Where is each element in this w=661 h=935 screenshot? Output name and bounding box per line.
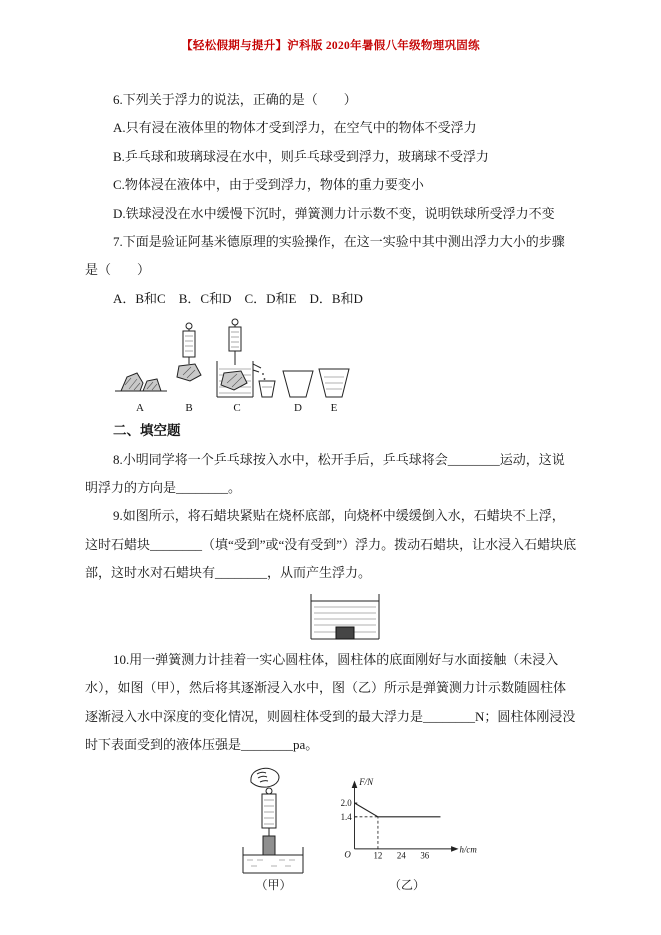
spring-scale-body-icon xyxy=(262,794,276,828)
step-a-stones-icon xyxy=(115,373,167,391)
q9-beaker-figure xyxy=(307,591,577,643)
step-label-d: D xyxy=(294,402,302,415)
q8-stem: 8.小明同学将一个乒乓球按入水中，松开手后，乒乓球将会________运动，这说明浮力的方向是________。 xyxy=(85,451,565,496)
y-tick-0: 1.4 xyxy=(340,812,352,823)
step-b-spring-scale-icon xyxy=(177,323,201,381)
q6-option-d: D.铁球浸没在水中缓慢下沉时，弹簧测力计示数不变，说明铁球所受浮力不变 xyxy=(113,205,555,221)
step-label-e: E xyxy=(330,402,338,415)
graph-line xyxy=(355,803,441,817)
x-axis-label: h/cm xyxy=(459,844,477,855)
hand-icon xyxy=(251,769,279,788)
worksheet-content xyxy=(85,86,577,893)
q10-stem: 10.用一弹簧测力计挂着一实心圆柱体，圆柱体的底面刚好与水面接触（未浸入水），如图（甲），然后将其逐渐浸入水中，图（乙）所示是弹簧测力计示数随圆柱体逐渐浸入水中深度的变化情况，则圆柱体受到的最大浮力是________N；圆柱体刚浸没时下表面受到的液体压强是________pa。 xyxy=(85,651,576,752)
wax-block-icon xyxy=(336,627,354,639)
step-d-empty-cup-icon xyxy=(283,371,313,397)
q6-option-a: A.只有浸在液体里的物体才受到浮力，在空气中的物体不受浮力 xyxy=(113,120,477,136)
fig-yi xyxy=(332,772,482,893)
q7-experiment-figure xyxy=(113,317,577,415)
step-c-overflow-cup-icon xyxy=(217,319,275,397)
step-label-a: A xyxy=(136,402,144,415)
x-tick-1: 24 xyxy=(396,850,406,861)
step-label-c: C xyxy=(233,402,241,415)
step-e-water-cup-icon xyxy=(319,369,349,397)
q10-figures xyxy=(231,765,577,893)
y-axis-label: F/N xyxy=(359,777,374,788)
fig-jia-caption: （甲） xyxy=(255,878,292,893)
origin-label: O xyxy=(344,849,351,860)
experiment-steps-icon xyxy=(113,317,353,415)
x-tick-0: 12 xyxy=(373,850,383,861)
step-label-b: B xyxy=(185,402,193,415)
q7-stem: 7.下面是验证阿基米德原理的实验操作，在这一实验中其中测出浮力大小的步骤是（ ） xyxy=(85,234,565,278)
section-fill-in-title: 二、填空题 xyxy=(113,423,181,439)
y-axis-arrow-icon xyxy=(352,781,358,789)
q6-option-b: B.乒乓球和玻璃球浸在水中，则乒乓球受到浮力，玻璃球不受浮力 xyxy=(113,148,489,164)
graph-svg xyxy=(332,772,482,877)
q6-stem: 6.下列关于浮力的说法，正确的是（ ） xyxy=(113,92,357,107)
beaker-wax-icon xyxy=(307,591,383,643)
x-tick-2: 36 xyxy=(420,850,430,861)
x-axis-arrow-icon xyxy=(451,846,459,852)
q6-option-c: C.物体浸在液体中，由于受到浮力，物体的重力要变小 xyxy=(113,177,424,193)
q7-choices: A．B和C B．C和D C．D和E D．B和D xyxy=(113,290,363,306)
cylinder-icon xyxy=(263,836,275,855)
scale-ring-icon xyxy=(266,788,272,794)
fig-yi-caption: （乙） xyxy=(388,878,425,893)
q9-stem: 9.如图所示，将石蜡块紧贴在烧杯底部，向烧杯中缓缓倒入水，石蜡块不上浮，这时石蜡块________（填“受到”或“没有受到”）浮力。拨动石蜡块，让水浸入石蜡块底部，这时水对石蜡块有________，从而产生浮力。 xyxy=(85,508,577,581)
page-header: 【轻松假期与提升】沪科版 2020年暑假八年级物理巩固练 xyxy=(181,40,480,52)
hand-scale-cylinder-icon xyxy=(231,765,316,877)
y-tick-1: 2.0 xyxy=(340,798,352,809)
scale-marks-icon xyxy=(264,800,274,824)
fig-jia xyxy=(231,765,316,893)
